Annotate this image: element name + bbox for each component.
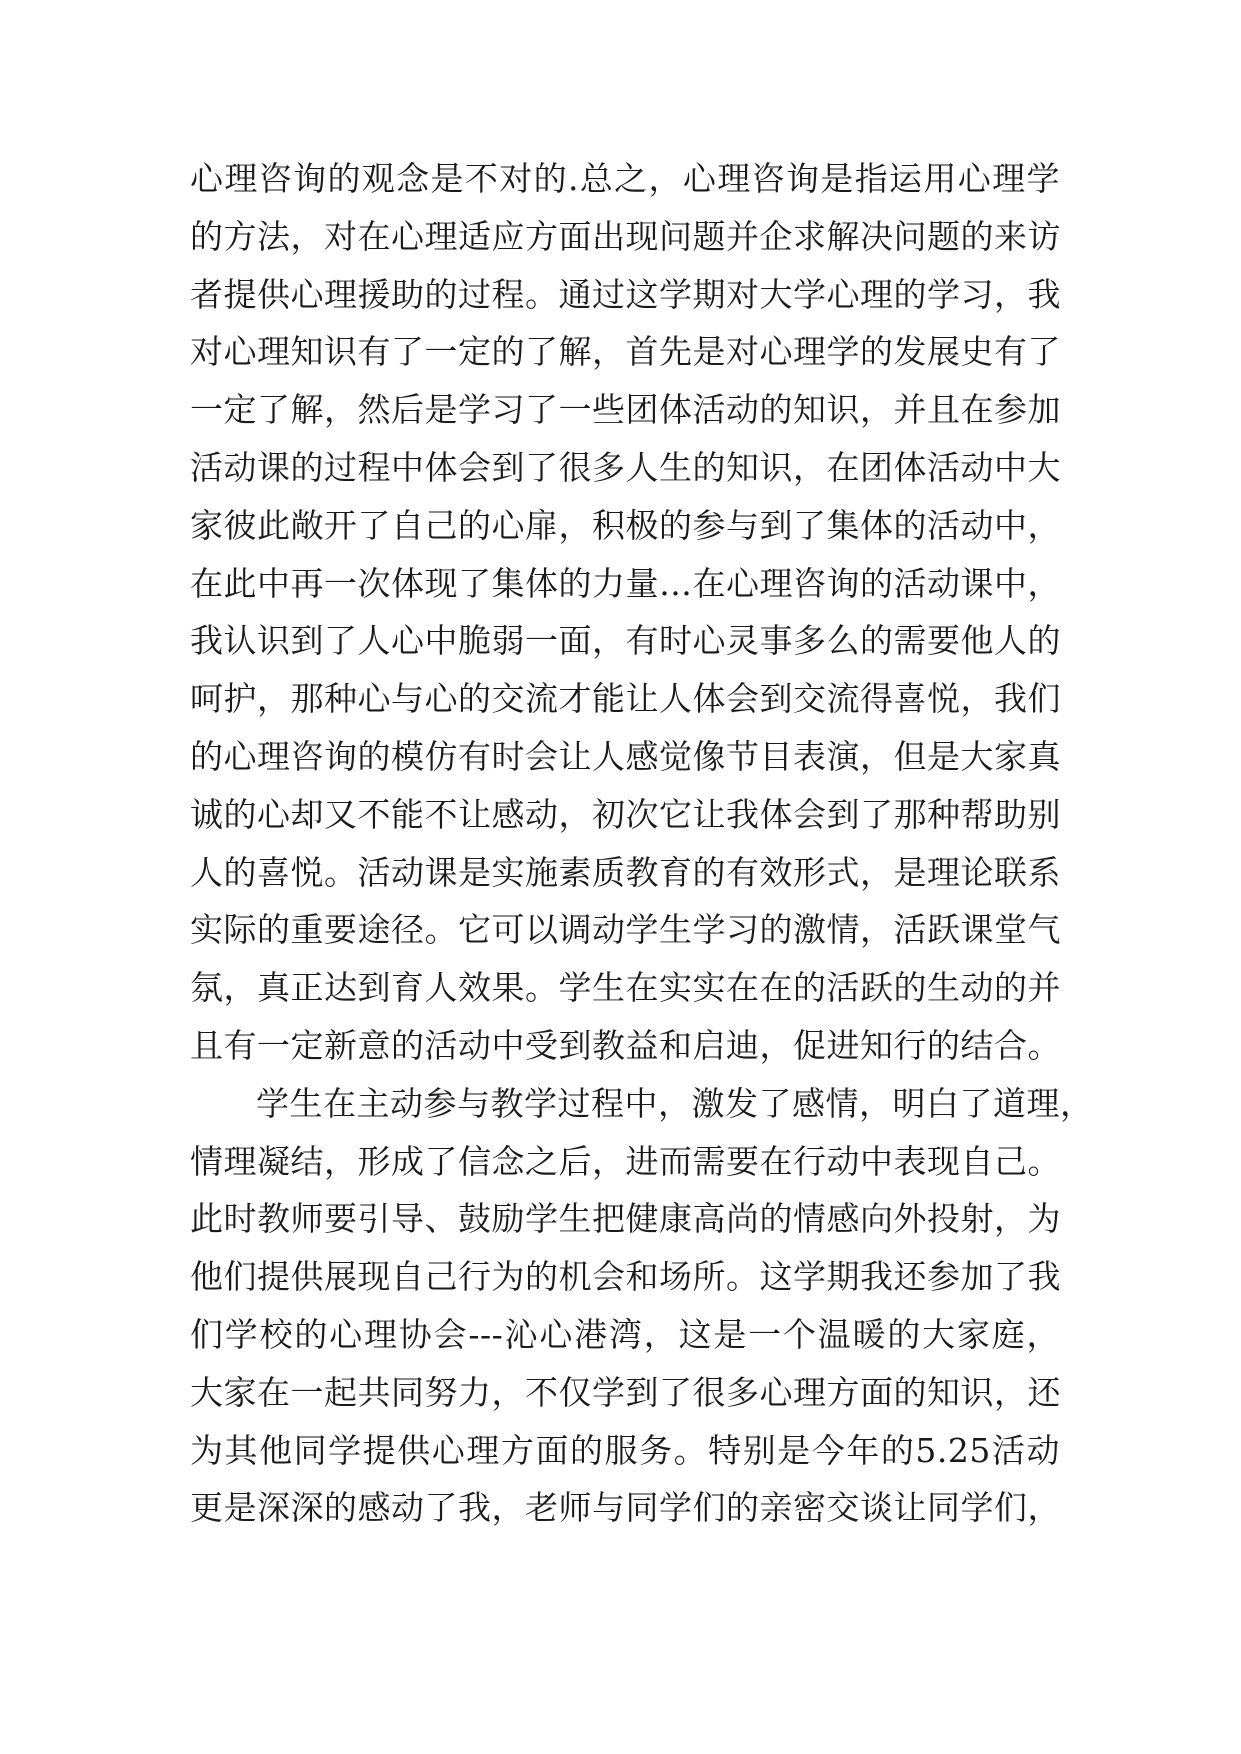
paragraph-first-line: 学生在主动参与教学过程中，激发了感情，明白了道理， — [256, 1083, 1094, 1123]
text-line: 且有一定新意的活动中受到教益和启迪，促进知行的结合。 — [190, 1025, 1061, 1065]
text-line: 的方法，对在心理适应方面出现问题并企求解决问题的来访 — [190, 216, 1061, 256]
text-line: 大家在一起共同努力，不仅学到了很多心理方面的知识，还 — [190, 1372, 1061, 1412]
text-line: 们学校的心理协会---沁心港湾，这是一个温暖的大家庭， — [190, 1314, 1060, 1354]
text-line: 氛，真正达到育人效果。学生在实实在在的活跃的生动的并 — [190, 968, 1061, 1008]
body-text — [190, 150, 1094, 1537]
text-line: 的心理咨询的模仿有时会让人感觉像节目表演，但是大家真 — [190, 736, 1061, 776]
text-line: 呵护，那种心与心的交流才能让人体会到交流得喜悦，我们 — [190, 679, 1061, 719]
text-line: 一定了解，然后是学习了一些团体活动的知识，并且在参加 — [190, 390, 1061, 430]
text-line: 我认识到了人心中脆弱一面，有时心灵事多么的需要他人的 — [190, 621, 1061, 661]
text-line: 诚的心却又不能不让感动，初次它让我体会到了那种帮助别 — [190, 794, 1061, 834]
text-line: 他们提供展现自己行为的机会和场所。这学期我还参加了我 — [190, 1257, 1061, 1297]
text-line: 更是深深的感动了我，老师与同学们的亲密交谈让同学们， — [190, 1488, 1061, 1528]
text-line: 情理凝结，形成了信念之后，进而需要在行动中表现自己。 — [190, 1141, 1061, 1181]
text-line: 在此中再一次体现了集体的力量…在心理咨询的活动课中， — [190, 563, 1061, 603]
text-line: 人的喜悦。活动课是实施素质教育的有效形式，是理论联系 — [190, 852, 1061, 892]
text-line: 对心理知识有了一定的了解，首先是对心理学的发展史有了 — [190, 332, 1061, 372]
text-line: 心理咨询的观念是不对的.总之，心理咨询是指运用心理学 — [190, 159, 1060, 198]
text-line: 活动课的过程中体会到了很多人生的知识，在团体活动中大 — [190, 447, 1061, 487]
text-line: 者提供心理援助的过程。通过这学期对大学心理的学习，我 — [190, 274, 1061, 314]
text-line: 家彼此敞开了自己的心扉，积极的参与到了集体的活动中， — [190, 505, 1061, 545]
text-line: 为其他同学提供心理方面的服务。特别是今年的5.25活动 — [190, 1430, 1060, 1470]
text-line: 实际的重要途径。它可以调动学生学习的激情，活跃课堂气 — [190, 910, 1061, 950]
text-line: 此时教师要引导、鼓励学生把健康高尚的情感向外投射，为 — [190, 1199, 1061, 1239]
